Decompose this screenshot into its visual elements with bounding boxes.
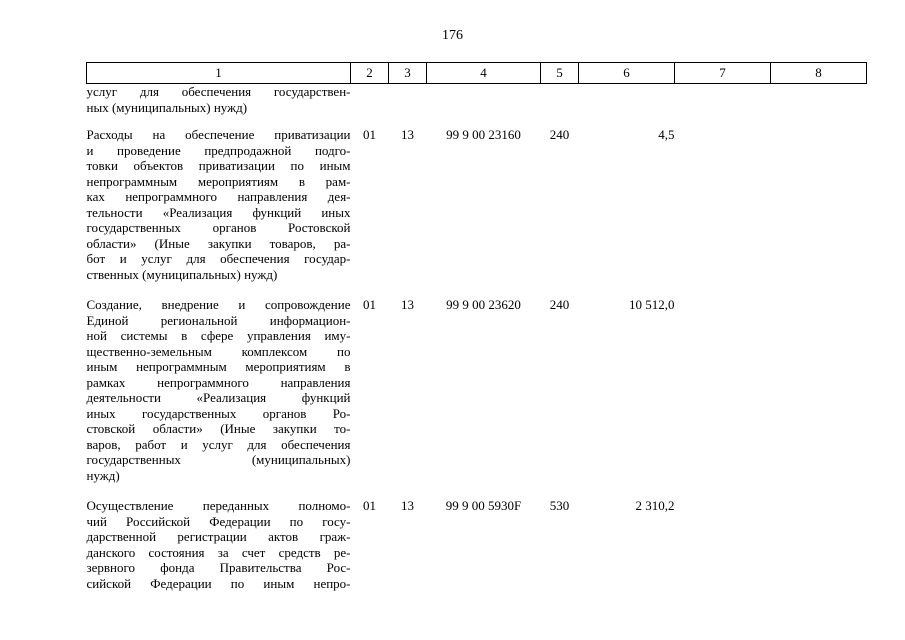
description-line: рамках непрограммного направления bbox=[86, 374, 351, 390]
description-line: товки объектов приватизации по иным bbox=[86, 158, 351, 173]
cell-col-8 bbox=[771, 127, 867, 297]
description-line: деятельности «Реализация функций bbox=[86, 390, 351, 405]
description-line: Осуществление переданных полномо- bbox=[86, 498, 351, 513]
header-col-1: 1 bbox=[87, 63, 351, 84]
cell-target-article: 99 9 00 23160 bbox=[446, 127, 521, 142]
description-line: ственных (муниципальных) нужд) bbox=[86, 266, 278, 282]
header-row bbox=[87, 63, 867, 84]
cell-amount: 4,5 bbox=[658, 127, 675, 142]
description-line: чий Российской Федерации по госу- bbox=[86, 513, 351, 529]
cell-section: 01 bbox=[363, 498, 376, 513]
description-line: сийской Федерации по иным непро- bbox=[86, 575, 351, 591]
description-line: иным непрограммным мероприятиям в bbox=[86, 359, 351, 374]
header-col-8: 8 bbox=[771, 63, 867, 84]
header-col-2: 2 bbox=[351, 63, 389, 84]
cell-col-8 bbox=[771, 498, 867, 606]
cell-col-7 bbox=[675, 498, 771, 606]
description-line: области» (Иные закупки товаров, ра- bbox=[86, 235, 351, 251]
description-line: данского состояния за счет средств ре- bbox=[86, 544, 351, 560]
cell-expense-type: 240 bbox=[549, 297, 570, 312]
cell-subsection: 13 bbox=[401, 297, 414, 312]
budget-table bbox=[86, 62, 867, 606]
header-col-5: 5 bbox=[541, 63, 579, 84]
description-line: ной системы в сфере управления иму- bbox=[86, 328, 351, 343]
description-line: щественно-земельным комплексом по bbox=[86, 343, 351, 359]
table-row bbox=[87, 498, 867, 606]
cell-section: 01 bbox=[363, 297, 376, 312]
table-row bbox=[87, 297, 867, 498]
description-line: Расходы на обеспечение приватизации bbox=[86, 127, 351, 142]
header-col-4: 4 bbox=[427, 63, 541, 84]
row-description bbox=[87, 84, 351, 128]
header-col-7: 7 bbox=[675, 63, 771, 84]
description-line: ках непрограммного направления дея- bbox=[86, 189, 351, 204]
cell-subsection: 13 bbox=[401, 498, 414, 513]
description-line: дарственной регистрации актов граж- bbox=[86, 529, 351, 544]
header-col-3: 3 bbox=[389, 63, 427, 84]
cell-amount: 2 310,2 bbox=[635, 498, 675, 513]
cell-target-article: 99 9 00 5930F bbox=[445, 498, 522, 513]
description-line: стовской области» (Иные закупки то- bbox=[86, 421, 351, 436]
cell-expense-type: 240 bbox=[549, 127, 570, 142]
description-line: зервного фонда Правительства Рос- bbox=[86, 560, 351, 575]
description-line: Создание, внедрение и сопровождение bbox=[86, 297, 351, 312]
description-line: и проведение предпродажной подго- bbox=[86, 142, 351, 158]
row-description bbox=[87, 498, 351, 606]
cell-amount: 10 512,0 bbox=[629, 297, 675, 312]
table-row-continuation bbox=[87, 84, 867, 128]
description-line: варов, работ и услуг для обеспечения bbox=[86, 436, 351, 452]
description-line: услуг для обеспечения государствен- bbox=[86, 84, 351, 99]
description-line: иных государственных органов Ро- bbox=[86, 405, 351, 421]
page-number: 176 bbox=[442, 28, 463, 43]
description-line: ных (муниципальных) нужд) bbox=[86, 99, 248, 115]
cell-col-7 bbox=[675, 297, 771, 498]
row-description bbox=[87, 297, 351, 498]
cell-subsection: 13 bbox=[401, 127, 414, 142]
description-line: государственных (муниципальных) bbox=[86, 452, 351, 467]
cell-target-article: 99 9 00 23620 bbox=[446, 297, 521, 312]
description-line: непрограммным мероприятиям в рам- bbox=[86, 173, 351, 189]
cell-col-8 bbox=[771, 297, 867, 498]
cell-col-7 bbox=[675, 127, 771, 297]
description-line: тельности «Реализация функций иных bbox=[86, 204, 351, 220]
cell-section: 01 bbox=[363, 127, 376, 142]
description-line: государственных органов Ростовской bbox=[86, 220, 351, 235]
description-line: Единой региональной информацион- bbox=[86, 312, 351, 328]
cell-expense-type: 530 bbox=[549, 498, 570, 513]
description-line: нужд) bbox=[86, 467, 120, 483]
table-row bbox=[87, 127, 867, 297]
description-line: бот и услуг для обеспечения государ- bbox=[86, 251, 351, 266]
header-col-6: 6 bbox=[579, 63, 675, 84]
row-description bbox=[87, 127, 351, 297]
